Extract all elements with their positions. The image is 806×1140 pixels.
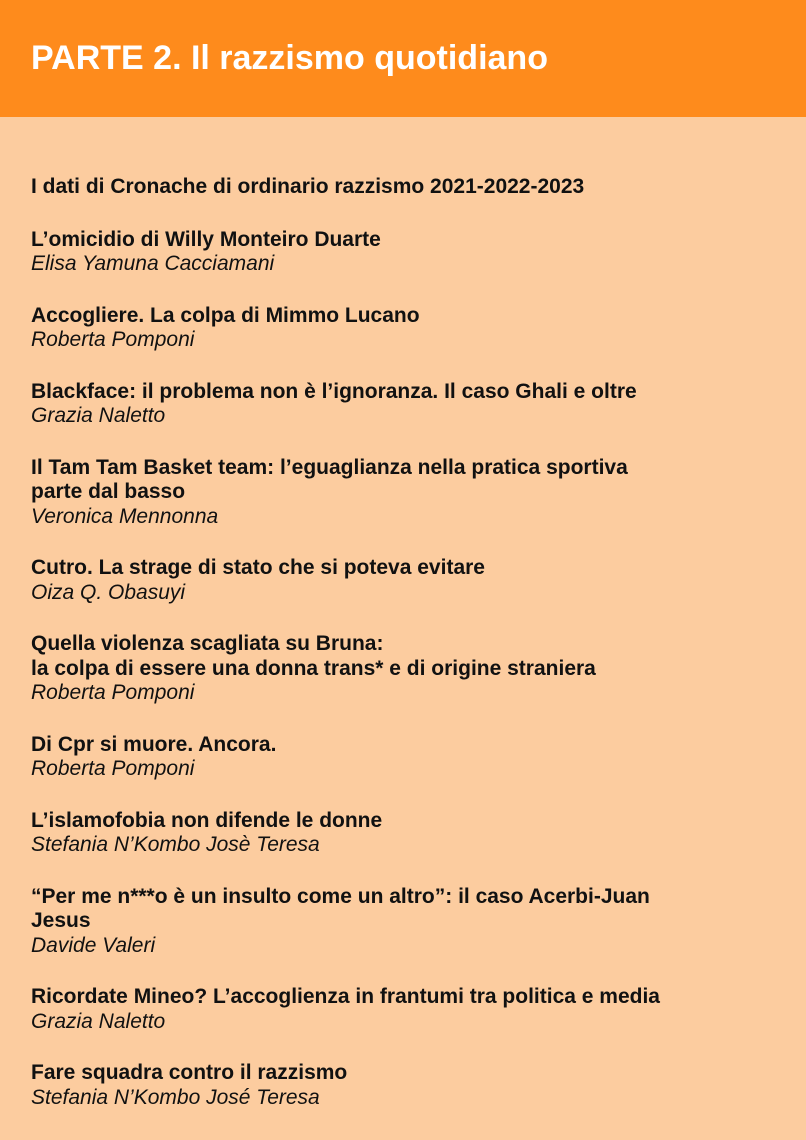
- toc-entry[interactable]: [31, 556, 781, 605]
- toc-entry-title-line: parte dal basso: [31, 480, 186, 503]
- toc-entry[interactable]: [31, 809, 781, 858]
- section-header: [0, 0, 806, 117]
- toc-entry-title: L’islamofobia non difende le donne: [31, 808, 383, 832]
- toc-entry-author: Davide Valeri: [31, 933, 156, 957]
- toc-entry-author: Roberta Pomponi: [31, 328, 195, 351]
- toc-entry[interactable]: [31, 304, 781, 353]
- section-title: PARTE 2. Il razzismo quotidiano: [31, 39, 548, 77]
- toc-entry-title: Ricordate Mineo? L’accoglienza in frantumi tra politica e media: [31, 985, 660, 1008]
- toc-entry-author: Grazia Naletto: [31, 1009, 166, 1033]
- toc-entry-author: Oiza Q. Obasuyi: [31, 580, 186, 604]
- toc-entry[interactable]: [31, 1061, 781, 1110]
- toc-entry-title: Blackface: il problema non è l’ignoranza. Il caso Ghali e oltre: [31, 379, 637, 403]
- toc-entry-author: Roberta Pomponi: [31, 681, 195, 704]
- toc-entry-author: Elisa Yamuna Cacciamani: [31, 252, 275, 275]
- toc-entry[interactable]: [31, 228, 781, 277]
- toc-entry[interactable]: [31, 733, 781, 782]
- toc-entry-title: I dati di Cronache di ordinario razzismo 2021-2022-2023: [31, 175, 585, 198]
- toc-entry-author: Roberta Pomponi: [31, 757, 195, 780]
- toc-entry[interactable]: [31, 456, 781, 530]
- toc-entry-title: Accogliere. La colpa di Mimmo Lucano: [31, 303, 420, 327]
- toc-entry[interactable]: [31, 175, 781, 200]
- toc-entry-title-line: la colpa di essere una donna trans* e di origine straniera: [31, 656, 596, 680]
- toc-entry-author: Stefania N’Kombo José Teresa: [31, 1085, 320, 1109]
- table-of-contents: [31, 175, 781, 1137]
- toc-entry-title-line: Jesus: [31, 909, 91, 932]
- toc-entry-title-line: “Per me n***o è un insulto come un altro”: il caso Acerbi-Juan: [31, 884, 650, 908]
- toc-entry[interactable]: [31, 885, 781, 959]
- toc-entry-author: Veronica Mennonna: [31, 504, 219, 528]
- toc-entry[interactable]: [31, 380, 781, 429]
- toc-entry-title-line: Il Tam Tam Basket team: l’eguaglianza nella pratica sportiva: [31, 455, 628, 479]
- toc-entry-title: Fare squadra contro il razzismo: [31, 1061, 348, 1084]
- toc-entry[interactable]: [31, 632, 781, 706]
- toc-entry-author: Grazia Naletto: [31, 404, 166, 427]
- toc-entry-title: L’omicidio di Willy Monteiro Duarte: [31, 227, 381, 251]
- toc-entry-title-line: Quella violenza scagliata su Bruna:: [31, 632, 384, 655]
- toc-entry-title: Cutro. La strage di stato che si poteva evitare: [31, 556, 485, 579]
- toc-entry-author: Stefania N’Kombo Josè Teresa: [31, 833, 320, 856]
- toc-entry-title: Di Cpr si muore. Ancora.: [31, 732, 277, 756]
- toc-entry[interactable]: [31, 985, 781, 1034]
